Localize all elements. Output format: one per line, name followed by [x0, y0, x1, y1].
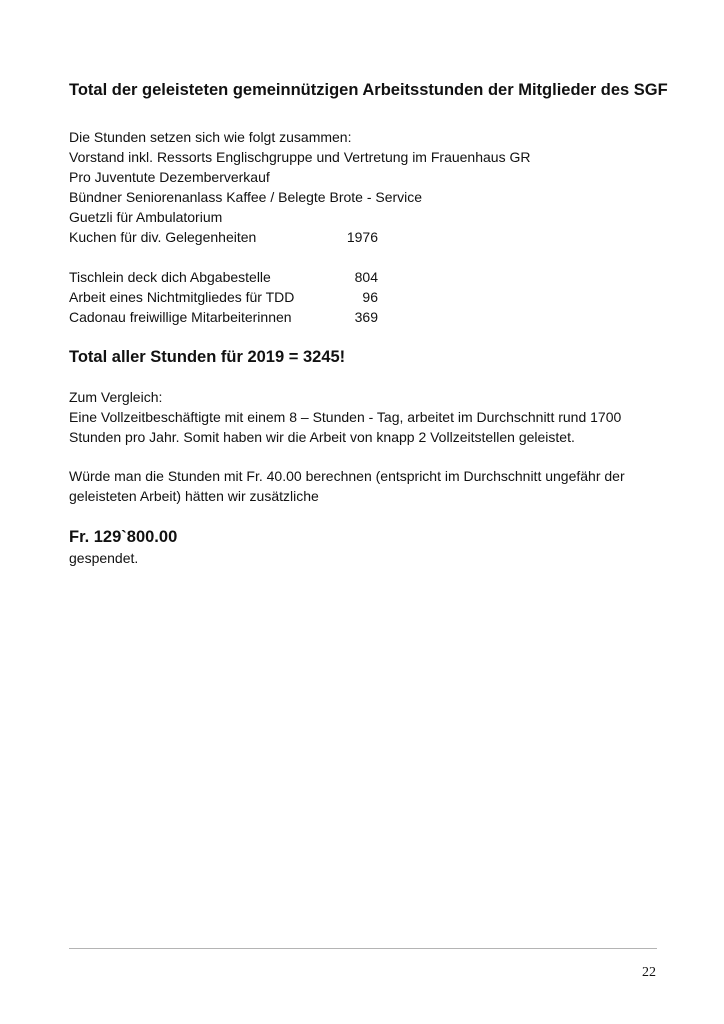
calculation-text: Würde man die Stunden mit Fr. 40.00 berechnen (entspricht im Durchschnitt ungefähr der geleisteten Arbeit) hätten wir zusätzliche — [69, 468, 625, 504]
row-value: 804 — [354, 269, 378, 285]
row-value: 369 — [354, 309, 378, 325]
page-number: 22 — [642, 965, 656, 980]
spacer — [69, 247, 669, 267]
footer-divider — [69, 948, 657, 949]
comparison-section — [69, 387, 669, 447]
row-label: Arbeit eines Nichtmitgliedes für TDD — [69, 289, 295, 305]
hours-breakdown — [69, 127, 669, 327]
list-item: Pro Juventute Dezemberverkauf — [69, 169, 270, 185]
row-value: 1976 — [346, 229, 378, 245]
total-hours: Total aller Stunden für 2019 = 3245! — [69, 348, 346, 366]
amount-suffix: gespendet. — [69, 550, 139, 566]
donated-amount: Fr. 129`800.00 — [69, 528, 178, 546]
comparison-title: Zum Vergleich: — [69, 389, 163, 405]
hours-row — [69, 267, 669, 287]
list-item: Guetzli für Ambulatorium — [69, 209, 223, 225]
hours-row — [69, 287, 669, 307]
page-content — [69, 80, 669, 568]
list-item: Bündner Seniorenanlass Kaffee / Belegte Brote - Service — [69, 189, 423, 205]
comparison-text: Eine Vollzeitbeschäftigte mit einem 8 – Stunden - Tag, arbeitet im Durchschnitt rund 1700 Stunden pro Jahr. Somit haben wir die Arbeit von knapp 2 Vollzeitstellen geleistet. — [69, 409, 622, 445]
row-label: Kuchen für div. Gelegenheiten — [69, 229, 257, 245]
hours-row — [69, 307, 669, 327]
row-value: 96 — [362, 289, 378, 305]
subtotal-row — [69, 227, 669, 247]
row-label: Tischlein deck dich Abgabestelle — [69, 269, 271, 285]
list-item: Vorstand inkl. Ressorts Englischgruppe und Vertretung im Frauenhaus GR — [69, 149, 531, 165]
intro-text: Die Stunden setzen sich wie folgt zusammen: — [69, 129, 352, 145]
row-label: Cadonau freiwillige Mitarbeiterinnen — [69, 309, 292, 325]
document-heading: Total der geleisteten gemeinnützigen Arbeitsstunden der Mitglieder des SGF — [69, 81, 668, 99]
